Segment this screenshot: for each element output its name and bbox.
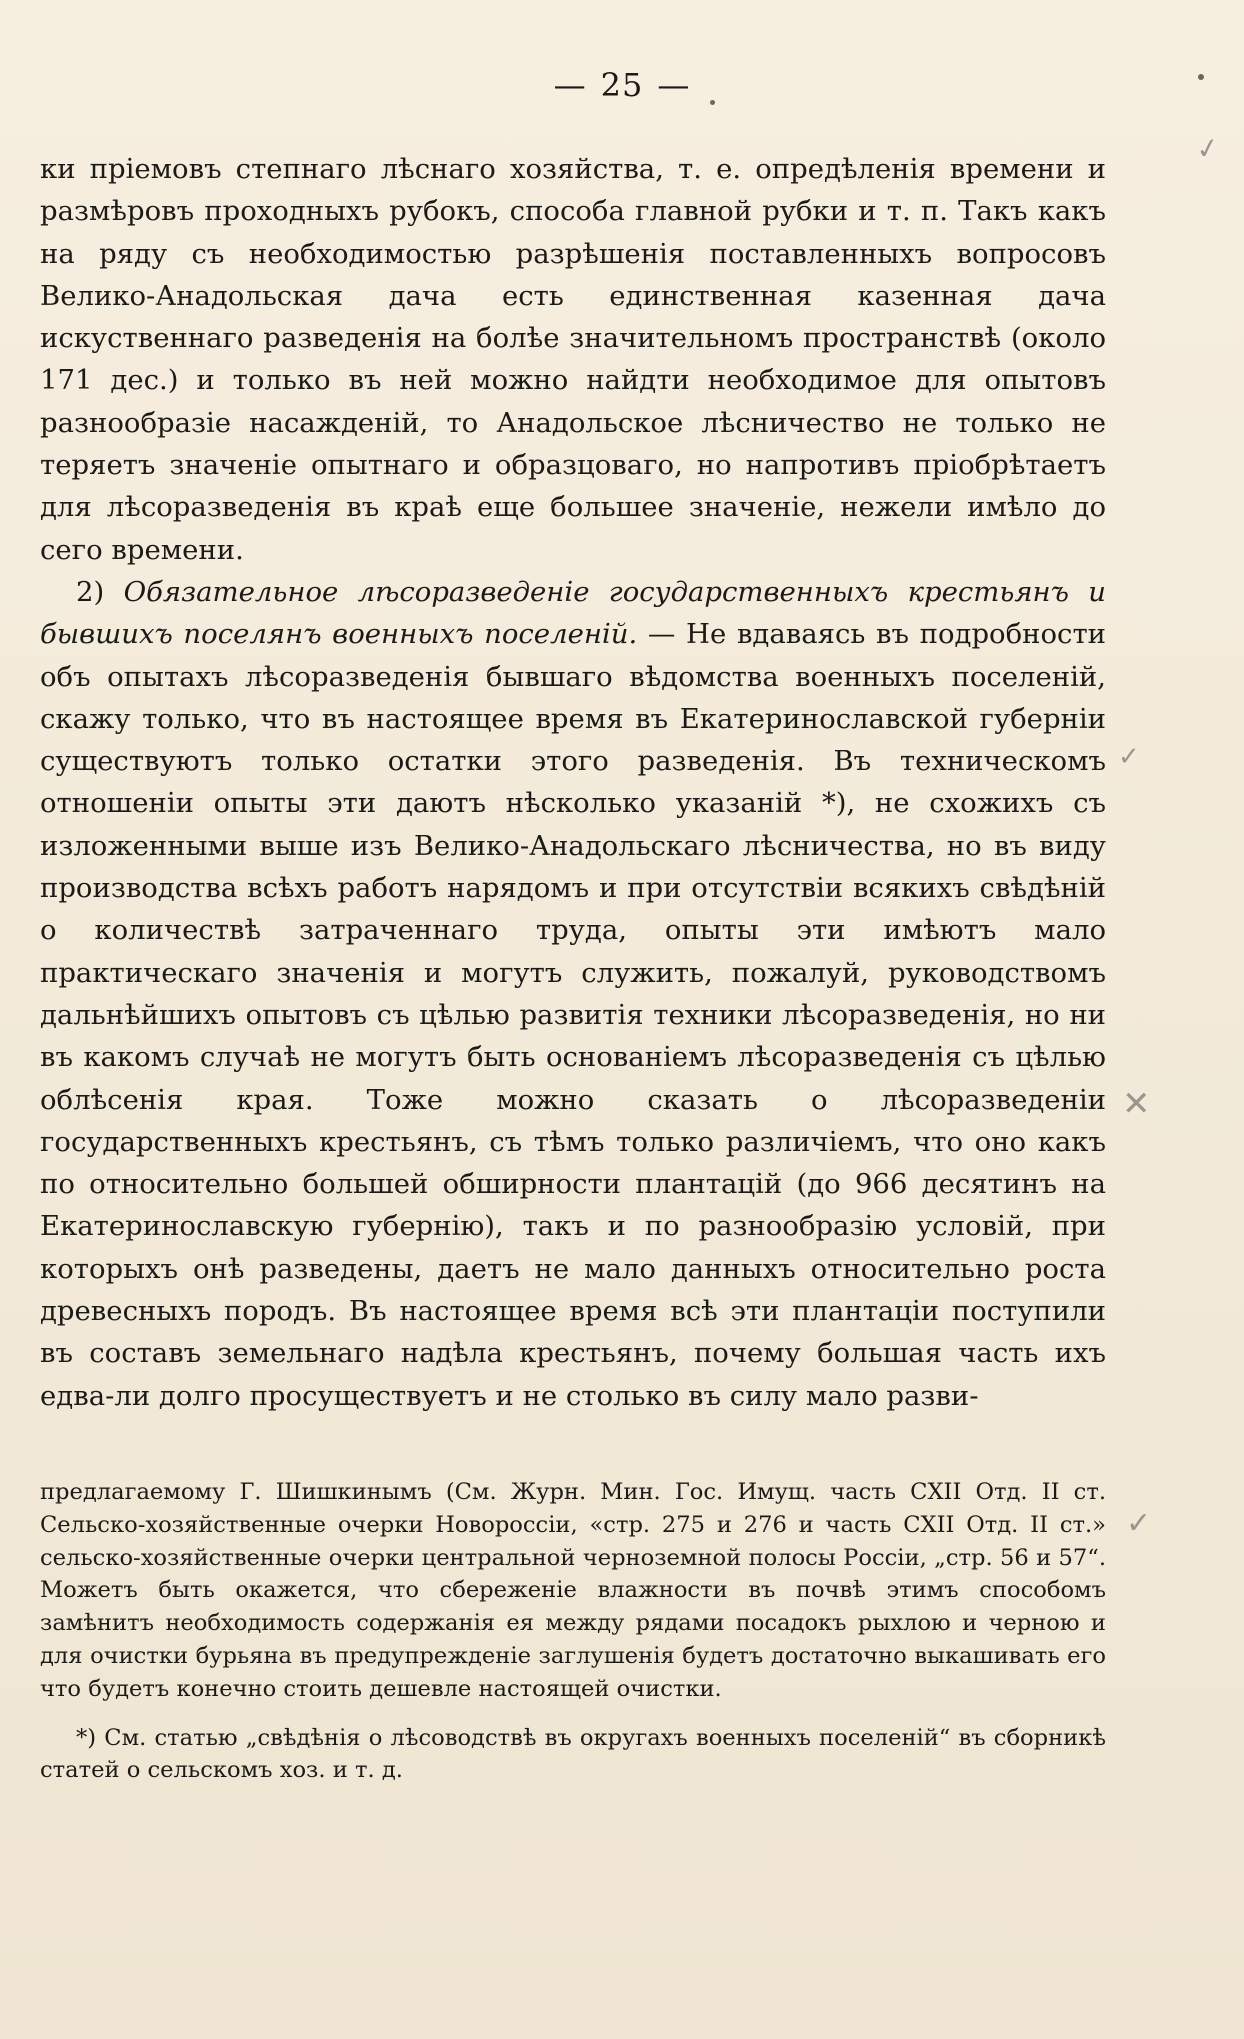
paragraph-numbered [40, 571, 1106, 1417]
page-header [0, 66, 1244, 104]
pencil-cross-icon: ✕ [1122, 1084, 1151, 1124]
footnotes [40, 1476, 1106, 1787]
header-dash-left: — [553, 66, 587, 104]
footnote-star [40, 1722, 1106, 1788]
pencil-check-icon: ✓ [1118, 742, 1140, 772]
pencil-check-icon: ✓ [1193, 130, 1223, 167]
main-text [40, 148, 1106, 1417]
footnote-text: См. статью „свѣдѣнія о лѣсоводствѣ въ округахъ военныхъ поселеній“ въ сборникѣ статей о сельскомъ хоз. и т. д. [40, 1724, 1106, 1784]
ink-speck-icon [710, 100, 715, 105]
paragraph-number: 2) [76, 575, 105, 608]
page-number: 25 [600, 66, 644, 104]
paragraph-continuation: ки пріемовъ степнаго лѣснаго хозяйства, т. е. опредѣленія времени и размѣровъ проходныхъ рубокъ, способа главной рубки и т. п. Такъ какъ на ряду съ необходимостью разрѣшенія поставленныхъ вопросовъ Велико-Анадольская дача есть единственная казенная дача искуственнаго разведенія на болѣе значительномъ пространствѣ (около 171 дес.) и только въ ней можно найдти необходимое для опытовъ разнообразіе насажденій, то Анадольское лѣсничество не только не теряетъ значеніе опытнаго и образцоваго, но напротивъ пріобрѣтаетъ для лѣсоразведенія въ краѣ еще большее значеніе, нежели имѣло до сего времени. [40, 153, 1106, 566]
header-dash-right: — [657, 66, 691, 104]
ink-speck-icon [1198, 74, 1204, 80]
footnote-marker: *) [76, 1724, 97, 1751]
footnote-continued: предлагаемому Г. Шишкинымъ (См. Журн. Мин. Гос. Имущ. часть CXII Отд. II ст. Сельско-хозяйственные очерки Новороссіи, «стр. 275 и 276 и часть CXII Отд. II ст.» сельско-хозяйственные очерки центральной черноземной полосы Россіи, „стр. 56 и 57“. Можетъ быть окажется, что сбереженіе влажности въ почвѣ этимъ способомъ замѣнитъ необходимость содержанія ея между рядами посадокъ рыхлою и черною и для очистки бурьяна въ предупрежденіе заглушенія будетъ достаточно выкашивать его что будетъ конечно стоить дешевле настоящей очистки. [40, 1479, 1106, 1702]
paragraph-body: — Не вдаваясь въ подробности объ опытахъ лѣсоразведенія бывшаго вѣдомства военныхъ поселеній, скажу только, что въ настоящее время въ Екатеринославской губерніи существуютъ только остатки этого разведенія. Въ техническомъ отношеніи опыты эти даютъ нѣсколько указаній *), не схожихъ съ изложенными выше изъ Велико-Анадольскаго лѣсничества, но въ виду производства всѣхъ работъ нарядомъ и при отсутствіи всякихъ свѣдѣній о количествѣ затраченнаго труда, опыты эти имѣютъ мало практическаго значенія и могутъ служить, пожалуй, руководствомъ дальнѣйшихъ опытовъ съ цѣлью развитія техники лѣсоразведенія, но ни въ какомъ случаѣ не могутъ быть основаніемъ лѣсоразведенія съ цѣлью облѣсенія края. Тоже можно сказать о лѣсоразведеніи государственныхъ крестьянъ, съ тѣмъ только различіемъ, что оно какъ по относительно большей обширности плантацій (до 966 десятинъ на Екатеринославскую губернію), такъ и по разнообразію условій, при которыхъ онѣ разведены, даетъ не мало данныхъ относительно роста древесныхъ породъ. Въ настоящее время всѣ эти плантаціи поступили въ составъ земельнаго надѣла крестьянъ, почему большая часть ихъ едва-ли долго просуществуетъ и не столько въ силу мало разви- [40, 618, 1106, 1412]
paragraph-title: Обязательное лѣсоразведеніе государственныхъ крестьянъ и бывшихъ поселянъ военныхъ поселеній. [40, 575, 1106, 651]
pencil-check-icon: ✓ [1126, 1506, 1152, 1541]
